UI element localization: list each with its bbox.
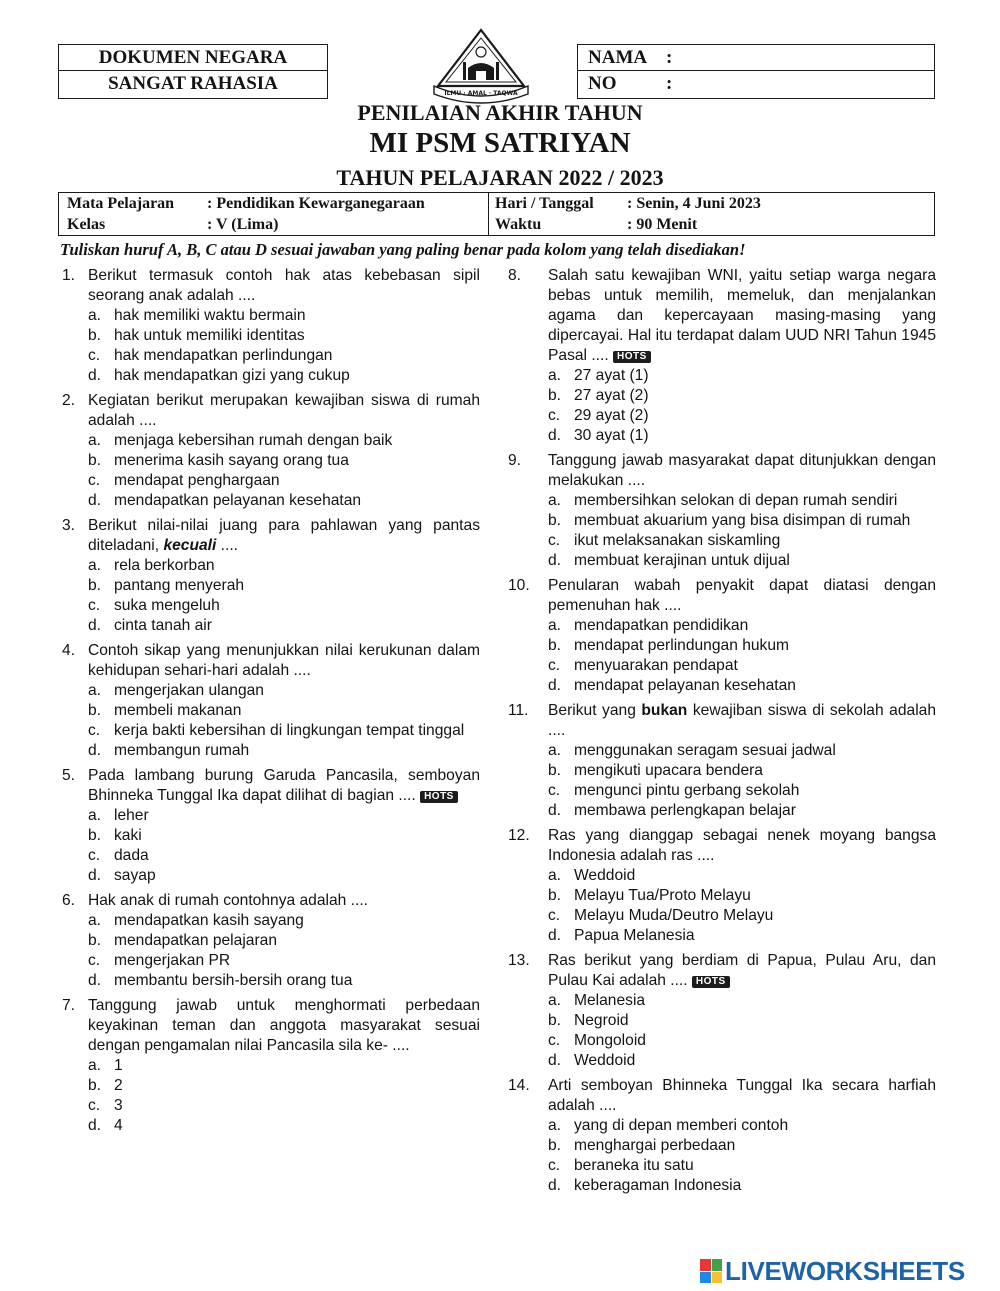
question-number: 3. xyxy=(62,517,76,534)
answer-option xyxy=(548,491,936,511)
answer-option xyxy=(548,1051,936,1071)
liveworksheets-logo-icon xyxy=(700,1259,722,1283)
option-letter: d. xyxy=(88,742,102,759)
option-text: hak mendapatkan perlindungan xyxy=(114,347,333,364)
option-text: 3 xyxy=(114,1097,123,1114)
question-text-start: Berikut nilai-nilai juang para pahlawan yang pantas diteladani, xyxy=(88,517,480,554)
logo-square-yellow xyxy=(712,1272,723,1284)
option-letter: d. xyxy=(548,1052,562,1069)
option-text: menerima kasih sayang orang tua xyxy=(114,452,349,469)
option-text: membawa perlengkapan belajar xyxy=(574,802,796,819)
option-text: Papua Melanesia xyxy=(574,927,695,944)
option-text: menyuarakan pendapat xyxy=(574,657,738,674)
option-text: mengerjakan ulangan xyxy=(114,682,264,699)
number-separator: : xyxy=(666,73,673,94)
question-text xyxy=(512,266,936,366)
option-letter: b. xyxy=(548,762,562,779)
answer-option xyxy=(548,1011,936,1031)
option-letter: c. xyxy=(88,597,101,614)
answer-option xyxy=(548,406,936,426)
document-classification-box xyxy=(58,44,328,99)
option-letter: d. xyxy=(88,492,102,509)
option-letter: c. xyxy=(88,847,101,864)
option-letter: b. xyxy=(88,1077,102,1094)
question-item xyxy=(62,266,480,386)
info-left-column xyxy=(59,193,489,235)
question-item xyxy=(62,516,480,636)
academic-year: TAHUN PELAJARAN 2022 / 2023 xyxy=(336,165,664,190)
answer-option xyxy=(88,951,480,971)
question-number: 5. xyxy=(62,767,76,784)
answer-option xyxy=(548,656,936,676)
option-letter: a. xyxy=(548,367,562,384)
answer-option xyxy=(548,906,936,926)
answer-option xyxy=(88,826,480,846)
question-text: Kegiatan berikut merupakan kewajiban siswa di rumah adalah .... xyxy=(88,392,480,429)
answer-option xyxy=(548,781,936,801)
option-text: mendapat perlindungan hukum xyxy=(574,637,790,654)
question-item xyxy=(508,576,936,696)
option-letter: c. xyxy=(88,472,101,489)
option-letter: a. xyxy=(88,807,102,824)
classification-line-1: DOKUMEN NEGARA xyxy=(59,45,327,71)
answer-option xyxy=(548,511,936,531)
option-letter: b. xyxy=(548,1137,562,1154)
answer-option xyxy=(548,426,936,446)
option-text: 27 ayat (1) xyxy=(574,367,649,384)
option-letter: c. xyxy=(548,1157,561,1174)
option-letter: b. xyxy=(548,1012,562,1029)
name-separator: : xyxy=(666,47,673,68)
answer-option xyxy=(548,866,936,886)
option-letter: d. xyxy=(88,972,102,989)
option-text: pantang menyerah xyxy=(114,577,245,594)
option-text: ikut melaksanakan siskamling xyxy=(574,532,781,549)
question-item xyxy=(62,996,480,1136)
question-item xyxy=(62,641,480,761)
option-letter: a. xyxy=(88,432,102,449)
option-text: Melayu Muda/Deutro Melayu xyxy=(574,907,774,924)
hots-badge: HOTS xyxy=(613,351,651,363)
option-letter: c. xyxy=(88,952,101,969)
option-text: 27 ayat (2) xyxy=(574,387,649,404)
question-text: Contoh sikap yang menunjukkan nilai kerukunan dalam kehidupan sehari-hari adalah .... xyxy=(88,642,480,679)
question-item xyxy=(62,391,480,511)
class-label: Kelas xyxy=(67,216,106,233)
answer-option xyxy=(88,431,480,451)
option-letter: b. xyxy=(548,512,562,529)
question-text-end: .... xyxy=(216,537,238,554)
option-letter: c. xyxy=(88,347,101,364)
option-text: mengikuti upacara bendera xyxy=(574,762,763,779)
option-text: menggunakan seragam sesuai jadwal xyxy=(574,742,836,759)
option-text: menjaga kebersihan rumah dengan baik xyxy=(114,432,393,449)
option-letter: b. xyxy=(548,887,562,904)
question-text-body: Pada lambang burung Garuda Pancasila, semboyan Bhinneka Tunggal Ika dapat dilihat di bagian .... xyxy=(88,767,480,804)
question-number: 12. xyxy=(508,827,530,844)
answer-option xyxy=(548,551,936,571)
option-letter: c. xyxy=(548,657,561,674)
option-text: hak memiliki waktu bermain xyxy=(114,307,306,324)
option-letter: c. xyxy=(548,407,561,424)
option-letter: b. xyxy=(548,637,562,654)
answer-option xyxy=(88,346,480,366)
answer-option xyxy=(88,681,480,701)
option-text: sayap xyxy=(114,867,156,884)
answer-option xyxy=(88,1096,480,1116)
option-text: suka mengeluh xyxy=(114,597,220,614)
option-letter: d. xyxy=(548,552,562,569)
option-letter: d. xyxy=(548,427,562,444)
option-text: mendapat pelayanan kesehatan xyxy=(574,677,796,694)
option-text: Negroid xyxy=(574,1012,629,1029)
option-text: mendapatkan pendidikan xyxy=(574,617,749,634)
option-text: Melanesia xyxy=(574,992,646,1009)
option-letter: a. xyxy=(88,307,102,324)
option-letter: b. xyxy=(88,702,102,719)
answer-option xyxy=(88,911,480,931)
answer-option xyxy=(88,366,480,386)
option-text: 4 xyxy=(114,1117,123,1134)
answer-option xyxy=(548,1031,936,1051)
answer-option xyxy=(88,471,480,491)
question-number: 4. xyxy=(62,642,76,659)
option-text: membangun rumah xyxy=(114,742,250,759)
answer-option xyxy=(88,306,480,326)
answer-option xyxy=(548,636,936,656)
liveworksheets-brand[interactable] xyxy=(700,1256,965,1286)
option-text: membuat kerajinan untuk dijual xyxy=(574,552,790,569)
option-text: rela berkorban xyxy=(114,557,215,574)
answer-option xyxy=(88,701,480,721)
option-letter: a. xyxy=(88,682,102,699)
answer-option xyxy=(88,721,480,741)
question-number: 7. xyxy=(62,997,76,1014)
option-text: Mongoloid xyxy=(574,1032,646,1049)
question-item xyxy=(508,826,936,946)
option-text: hak untuk memiliki identitas xyxy=(114,327,305,344)
option-text: Melayu Tua/Proto Melayu xyxy=(574,887,751,904)
questions-left-column xyxy=(62,266,480,1141)
answer-option xyxy=(88,741,480,761)
answer-option xyxy=(548,1176,936,1196)
answer-option xyxy=(548,531,936,551)
question-text xyxy=(62,516,480,556)
question-text xyxy=(512,951,936,991)
option-text: 29 ayat (2) xyxy=(574,407,649,424)
answer-option xyxy=(88,1076,480,1096)
question-item xyxy=(508,1076,936,1196)
option-letter: a. xyxy=(88,557,102,574)
option-letter: a. xyxy=(548,1117,562,1134)
option-text: mendapat penghargaan xyxy=(114,472,280,489)
option-text: 1 xyxy=(114,1057,123,1074)
option-letter: c. xyxy=(88,722,101,739)
option-text: menghargai perbedaan xyxy=(574,1137,736,1154)
answer-option xyxy=(88,866,480,886)
answer-option xyxy=(548,1156,936,1176)
answer-option xyxy=(88,1056,480,1076)
questions-right-column xyxy=(508,266,937,1201)
option-letter: c. xyxy=(88,1097,101,1114)
question-number: 1. xyxy=(62,267,76,284)
question-text xyxy=(62,766,480,806)
option-letter: d. xyxy=(548,802,562,819)
option-letter: d. xyxy=(548,677,562,694)
option-text: mendapatkan kasih sayang xyxy=(114,912,304,929)
option-text: cinta tanah air xyxy=(114,617,212,634)
question-text-body: Salah satu kewajiban WNI, yaitu setiap warga negara bebas untuk memilih, memeluk, dan menjalankan agama dan kepercayaan masing-masing yang dipercayai. Hal itu terdapat dalam UUD NRI Tahun 1945 Pasal .... xyxy=(548,267,936,364)
question-number: 6. xyxy=(62,892,76,909)
info-right-column xyxy=(489,193,934,235)
question-text xyxy=(512,701,936,741)
answer-option xyxy=(88,846,480,866)
option-letter: d. xyxy=(88,867,102,884)
logo-motto: ILMU · AMAL · TAQWA xyxy=(444,90,518,97)
school-name: MI PSM SATRIYAN xyxy=(369,127,631,159)
question-number: 13. xyxy=(508,952,530,969)
answer-option xyxy=(548,1116,936,1136)
question-text: Tanggung jawab untuk menghormati perbedaan keyakinan teman dan anggota masyarakat sesuai dengan pengamalan nilai Pancasila sila ke- .... xyxy=(88,997,480,1054)
option-letter: c. xyxy=(548,782,561,799)
question-number: 8. xyxy=(508,267,522,284)
option-letter: a. xyxy=(548,992,562,1009)
instruction-text: Tuliskan huruf A, B, C atau D sesuai jawaban yang paling benar pada kolom yang telah disediakan! xyxy=(60,240,746,259)
question-item xyxy=(508,951,936,1071)
option-letter: d. xyxy=(548,927,562,944)
option-letter: c. xyxy=(548,1032,561,1049)
option-text: mengerjakan PR xyxy=(114,952,231,969)
answer-option xyxy=(548,926,936,946)
question-item xyxy=(62,891,480,991)
option-text: membuat akuarium yang bisa disimpan di rumah xyxy=(574,512,911,529)
question-item xyxy=(508,266,936,446)
option-text: membantu bersih-bersih orang tua xyxy=(114,972,353,989)
logo-square-green xyxy=(712,1259,723,1271)
answer-option xyxy=(548,386,936,406)
number-row xyxy=(578,71,934,97)
option-text: 2 xyxy=(114,1077,123,1094)
question-text: Arti semboyan Bhinneka Tunggal Ika secara harfiah adalah .... xyxy=(548,1077,936,1114)
classification-line-2: SANGAT RAHASIA xyxy=(108,73,278,94)
option-text: leher xyxy=(114,807,149,824)
subject-label: Mata Pelajaran xyxy=(67,195,175,212)
answer-option xyxy=(88,491,480,511)
exam-info-table xyxy=(58,192,935,236)
answer-option xyxy=(88,971,480,991)
option-letter: b. xyxy=(88,577,102,594)
answer-option xyxy=(548,991,936,1011)
student-identity-box xyxy=(577,44,935,99)
date-label: Hari / Tanggal xyxy=(495,195,594,212)
option-letter: b. xyxy=(88,327,102,344)
option-text: mendapatkan pelajaran xyxy=(114,932,277,949)
answer-option xyxy=(548,366,936,386)
option-letter: a. xyxy=(548,617,562,634)
answer-option xyxy=(88,451,480,471)
question-number: 2. xyxy=(62,392,76,409)
question-text-start: Berikut yang xyxy=(548,702,642,719)
question-text: Tanggung jawab masyarakat dapat ditunjukkan dengan melakukan .... xyxy=(548,452,936,489)
question-number: 10. xyxy=(508,577,530,594)
option-text: dada xyxy=(114,847,149,864)
brand-name: LIVEWORKSHEETS xyxy=(725,1255,965,1286)
subject-value: : Pendidikan Kewarganegaraan xyxy=(207,195,425,212)
question-number: 14. xyxy=(508,1077,530,1094)
question-number: 11. xyxy=(508,702,529,719)
answer-option xyxy=(88,1116,480,1136)
question-text-body: Ras berikut yang berdiam di Papua, Pulau Aru, dan Pulau Kai adalah .... xyxy=(548,952,936,989)
option-text: Weddoid xyxy=(574,867,636,884)
question-item xyxy=(508,451,936,571)
name-label: NAMA xyxy=(588,47,648,68)
answer-option xyxy=(88,931,480,951)
option-text: mengunci pintu gerbang sekolah xyxy=(574,782,800,799)
hots-badge: HOTS xyxy=(692,976,730,988)
option-text: kerja bakti kebersihan di lingkungan tempat tinggal xyxy=(114,722,465,739)
option-letter: d. xyxy=(88,367,102,384)
option-text: beraneka itu satu xyxy=(574,1157,694,1174)
answer-option xyxy=(88,806,480,826)
question-text: Penularan wabah penyakit dapat diatasi dengan pemenuhan hak .... xyxy=(548,577,936,614)
logo-square-red xyxy=(700,1259,711,1271)
answer-option xyxy=(548,886,936,906)
option-letter: b. xyxy=(88,932,102,949)
option-letter: b. xyxy=(88,452,102,469)
option-text: membersihkan selokan di depan rumah sendiri xyxy=(574,492,898,509)
option-letter: c. xyxy=(548,907,561,924)
option-letter: a. xyxy=(548,867,562,884)
logo-square-blue xyxy=(700,1272,711,1284)
answer-option xyxy=(88,616,480,636)
date-value: : Senin, 4 Juni 2023 xyxy=(627,195,761,212)
option-letter: c. xyxy=(548,532,561,549)
answer-option xyxy=(548,741,936,761)
option-text: 30 ayat (1) xyxy=(574,427,649,444)
option-text: membeli makanan xyxy=(114,702,242,719)
hots-badge: HOTS xyxy=(420,791,458,803)
answer-option xyxy=(548,616,936,636)
question-emphasis: bukan xyxy=(641,702,688,719)
answer-option xyxy=(548,676,936,696)
answer-option xyxy=(548,761,936,781)
option-letter: a. xyxy=(88,912,102,929)
option-letter: a. xyxy=(548,492,562,509)
exam-title: PENILAIAN AKHIR TAHUN xyxy=(357,100,643,125)
option-text: yang di depan memberi contoh xyxy=(574,1117,789,1134)
option-letter: b. xyxy=(548,387,562,404)
question-item xyxy=(62,766,480,886)
option-text: mendapatkan pelayanan kesehatan xyxy=(114,492,362,509)
option-text: hak mendapatkan gizi yang cukup xyxy=(114,367,350,384)
number-label: NO xyxy=(588,73,617,94)
question-text: Hak anak di rumah contohnya adalah .... xyxy=(88,892,368,909)
question-text: Ras yang dianggap sebagai nenek moyang bangsa Indonesia adalah ras .... xyxy=(548,827,936,864)
answer-option xyxy=(88,326,480,346)
question-text: Berikut termasuk contoh hak atas kebebasan sipil seorang anak adalah .... xyxy=(88,267,480,304)
option-letter: b. xyxy=(88,827,102,844)
name-row xyxy=(578,45,934,71)
answer-option xyxy=(88,556,480,576)
answer-option xyxy=(88,596,480,616)
option-letter: a. xyxy=(548,742,562,759)
answer-option xyxy=(548,801,936,821)
class-value: : V (Lima) xyxy=(207,216,279,233)
option-text: Weddoid xyxy=(574,1052,636,1069)
option-letter: d. xyxy=(88,617,102,634)
question-number: 9. xyxy=(508,452,522,469)
question-item xyxy=(508,701,937,821)
question-text-end: kewajiban siswa di sekolah adalah .... xyxy=(548,702,937,739)
answer-option xyxy=(548,1136,936,1156)
question-emphasis: kecuali xyxy=(163,537,217,554)
option-letter: a. xyxy=(88,1057,102,1074)
answer-option xyxy=(88,576,480,596)
option-text: keberagaman Indonesia xyxy=(574,1177,742,1194)
time-value: : 90 Menit xyxy=(627,216,698,233)
option-letter: d. xyxy=(548,1177,562,1194)
school-logo-icon xyxy=(430,24,532,104)
time-label: Waktu xyxy=(495,216,542,233)
option-letter: d. xyxy=(88,1117,102,1134)
option-text: kaki xyxy=(114,827,142,844)
